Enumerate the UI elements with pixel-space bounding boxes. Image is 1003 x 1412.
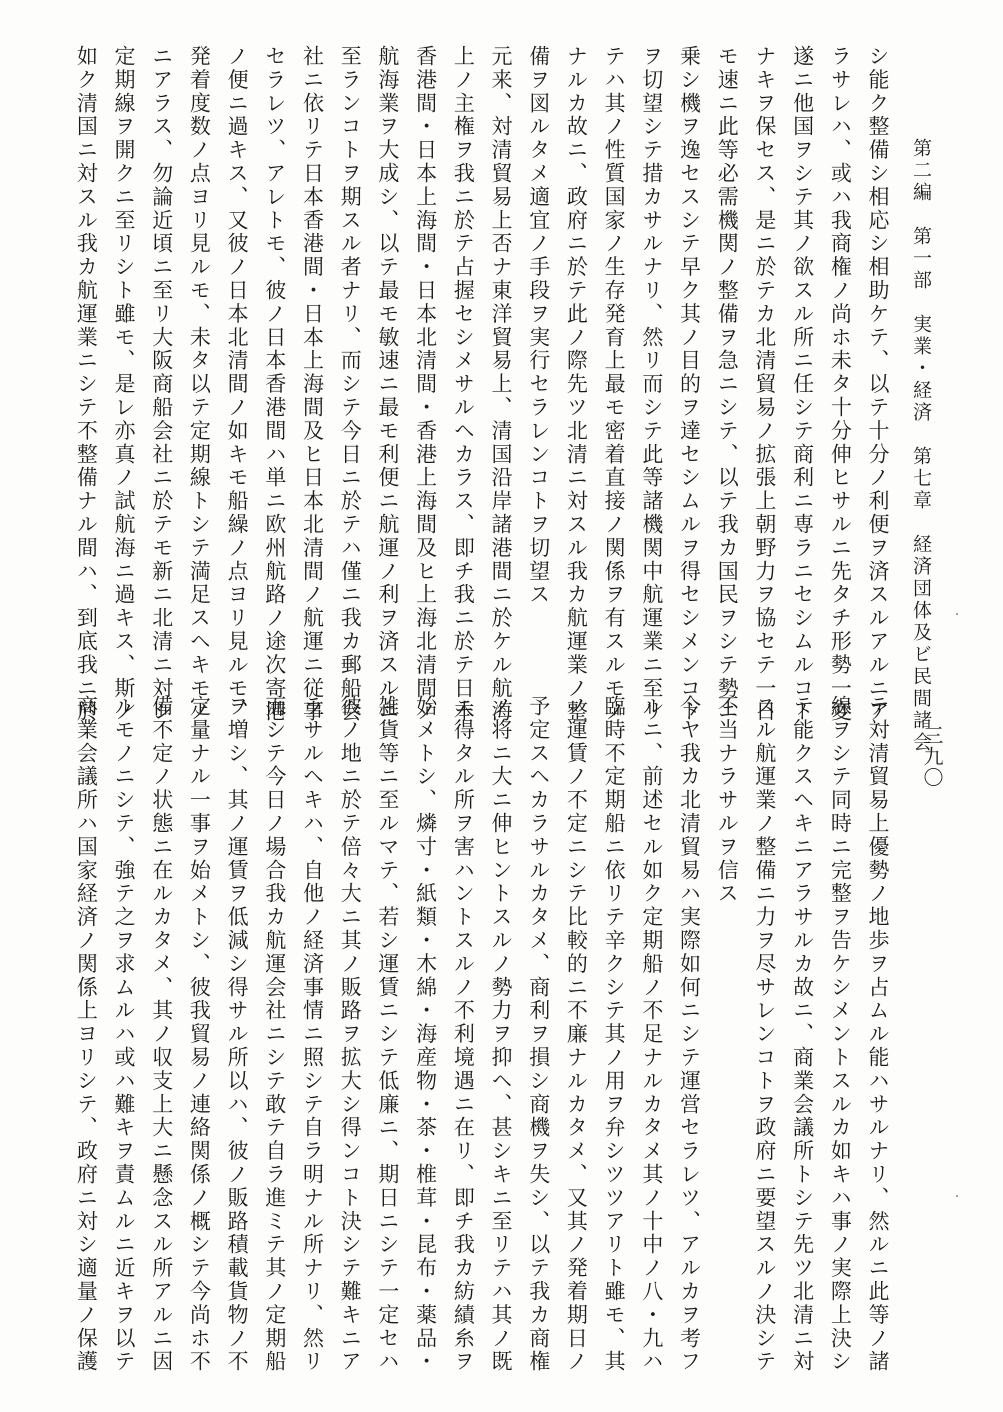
text-column-upper: ヲ切望シテ措カサルナリ、然リ而シテ此等諸機関中航運業ニ至リ bbox=[639, 45, 664, 724]
text-column-upper: モ速ニ此等必需機関ノ整備ヲ急ニシテ、以テ我カ国民ヲシテ勢ニ bbox=[715, 45, 740, 724]
text-column-upper: 乗シ機ヲ逸セスシテ早ク其ノ目的ヲ達セシムルヲ得セシメンコト bbox=[677, 45, 702, 724]
text-column-lower: ラサルヘキハ、自他ノ経済事情ニ照シテ自ラ明ナル所ナリ、然リ bbox=[300, 695, 325, 1374]
text-column-lower: テ対清貿易上優勢ノ地歩ヲ占ムル能ハサルナリ、然ルニ此等ノ諸 bbox=[866, 695, 890, 1374]
text-column-lower: ヲ増シ、其ノ運賃ヲ低減シ得サル所以ハ、彼ノ販路積載貨物ノ不 bbox=[225, 695, 250, 1374]
text-column-upper: 発着度数ノ点ヨリ見ルモ、未タ以テ定期線トシテ満足スヘキモノ bbox=[187, 45, 212, 724]
text-column-upper: セラレツ、アレトモ、彼ノ日本香港間ハ単ニ欧州航路ノ途次寄港 bbox=[262, 45, 287, 724]
text-column-upper: 航海業ヲ大成シ、以テ最モ敏速ニ最モ利便ニ航運ノ利ヲ済スルニ bbox=[375, 45, 400, 724]
text-column-lower: 雑貨等ニ至ルマテ、若シ運賃ニシテ低廉ニ、期日ニシテ一定セハ bbox=[375, 695, 400, 1374]
text-column-lower: スル航運業ノ整備ニ力ヲ尽サレンコトヲ政府ニ要望スルノ決シテ bbox=[752, 695, 777, 1374]
text-column-upper: 上ノ主権ヲ我ニ於テ占握セシメサルヘカラス、即チ我ニ於テ日本 bbox=[451, 45, 476, 724]
text-column-upper: シ能ク整備シ相応シ相助ケテ、以テ十分ノ利便ヲ済スルアルニア bbox=[866, 45, 890, 724]
text-column-lower: 備不定ノ状態ニ在ルカタメ、其ノ収支上大ニ懸念スル所アルニ因 bbox=[149, 695, 174, 1374]
text-column-lower: ノ将ニ大ニ伸ヒントスルノ勢力ヲ抑ヘ、甚シキニ至リテハ其ノ既 bbox=[489, 695, 513, 1374]
text-column-lower: 線ヲシテ同時ニ完整ヲ告ケシメントスルカ如キハ事ノ実際上決シ bbox=[828, 695, 853, 1374]
running-head: 第二編 第一部 実業・経済 第七章 経済団体及ビ民間諸会 bbox=[910, 138, 932, 754]
text-column-lower: 始メトシ、燐寸・紙類・木綿・海産物・茶・椎茸・昆布・薬品・ bbox=[413, 695, 438, 1374]
text-column-upper: 備ヲ図ルタメ適宜ノ手段ヲ実行セラレンコトヲ切望ス bbox=[526, 45, 551, 607]
text-column-upper: 定期線ヲ開クニ至リシト雖モ、是レ亦真ノ試航海ニ過キス、斯ノ bbox=[112, 45, 136, 724]
text-column-lower: 彼ノ地ニ於テ倍々大ニ其ノ販路ヲ拡大シ得ンコト決シテ難キニア bbox=[338, 695, 363, 1374]
text-column-lower: ニ得タル所ヲ害ハントスルノ不利境遇ニ在リ、即チ我カ紡績糸ヲ bbox=[451, 695, 476, 1374]
text-column-upper: ナルカ故ニ、政府ニ於テ此ノ際先ツ北清ニ対スル我カ航運業ノ整 bbox=[564, 45, 589, 724]
text-column-upper: 遂ニ他国ヲシテ其ノ欲スル所ニ任シテ商利ニ専ラニセシムルコト bbox=[790, 45, 815, 724]
text-column-lower: 今ヤ我カ北清貿易ハ実際如何ニシテ運営セラレツ、アルカヲ考フ bbox=[677, 695, 702, 1374]
page-number: 三九〇 bbox=[920, 725, 944, 788]
text-column-upper: ノ便ニ過キス、又彼ノ日本北清間ノ如キモ船繰ノ点ヨリ見ルモ、 bbox=[225, 45, 250, 724]
text-column-lower: ルニ、前述セル如ク定期船ノ不足ナルカタメ其ノ十中ノ八・九ハ bbox=[639, 695, 664, 1374]
gutter-mark: ・ bbox=[952, 610, 962, 621]
text-column-upper: ラサレハ、或ハ我商権ノ尚ホ未タ十分伸ヒサルニ先タチ形勢一変 bbox=[828, 45, 853, 724]
text-column-upper: 元来、対清貿易上否ナ東洋貿易上、清国沿岸諸港間ニ於ケル航海 bbox=[489, 45, 513, 724]
gutter-mark: ・ bbox=[952, 1192, 962, 1203]
text-column-upper: 社ニ依リテ日本香港間・日本上海間及ヒ日本北清間ノ航運ニ従事 bbox=[300, 45, 325, 724]
text-column-lower: テ能クスヘキニアラサルカ故ニ、商業会議所トシテ先ツ北清ニ対 bbox=[790, 695, 815, 1374]
text-column-lower: 定量ナル一事ヲ始メトシ、彼我貿易ノ連絡関係ノ概シテ今尚ホ不 bbox=[187, 695, 212, 1374]
text-column-lower: 商業会議所ハ国家経済ノ関係上ヨリシテ、政府ニ対シ適量ノ保護 bbox=[74, 695, 99, 1374]
text-column-lower: 予定スヘカラサルカタメ、商利ヲ損シ商機ヲ失シ、以テ我カ商権 bbox=[526, 695, 551, 1374]
text-column-upper: 如ク清国ニ対スル我カ航運業ニシテ不整備ナル間ハ、到底我ニ於 bbox=[74, 45, 99, 724]
text-column-lower: ルモノニシテ、強テ之ヲ求ムルハ或ハ難キヲ責ムルニ近キヲ以テ bbox=[112, 695, 136, 1374]
text-column-upper: ニアラス、勿論近頃ニ至リ大阪商船会社ニ於テモ新ニ北清ニ対シ bbox=[149, 45, 174, 724]
text-column-lower: 不当ナラサルヲ信ス bbox=[715, 695, 740, 906]
text-column-upper: ナキヲ保セス、是ニ於テカ北清貿易ノ拡張上朝野力ヲ協セテ一日 bbox=[752, 45, 777, 724]
text-column-lower: 而シテ今日ノ場合我カ航運会社ニシテ敢テ自ラ進ミテ其ノ定期船 bbox=[262, 695, 287, 1374]
text-column-upper: 至ランコトヲ期スル者ナリ、而シテ今日ニ於テハ僅ニ我カ郵船会 bbox=[338, 45, 363, 724]
text-column-upper: 香港間・日本上海間・日本北清間・香港上海間及ヒ上海北清間ノ bbox=[413, 45, 438, 724]
text-column-lower: ノ運賃ノ不定ニシテ比較的ニ不廉ナルカタメ、又其ノ発着期日ノ bbox=[564, 695, 589, 1374]
text-column-upper: テハ其ノ性質国家ノ生存発育上最モ密着直接ノ関係ヲ有スルモノ bbox=[602, 45, 627, 724]
text-column-lower: 臨時不定期船ニ依リテ辛クシテ其ノ用ヲ弁シツツアリト雖モ、其 bbox=[602, 695, 627, 1374]
